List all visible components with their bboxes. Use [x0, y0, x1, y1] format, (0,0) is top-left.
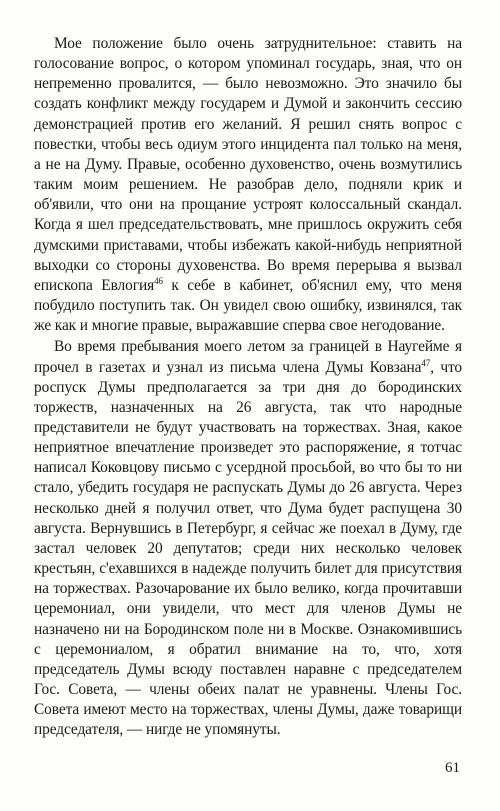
body-text: [34, 34, 462, 740]
footnote-ref-47: 47: [421, 357, 431, 368]
paragraph-2-text-1: Во время пребывания моего летом за границей в Наугейме я прочел в газетах и узнал из письма члена Думы Ковзана: [34, 338, 462, 376]
paragraph-1-text-1: Мое положение было очень затруднительное: ставить на голосование вопрос, о котором упоминал государь, зная, что он непременно провалится, — было невозможно. Это значило бы создать конфликт между государем и Думой и закончить сессию демонстрацией против его желаний. Я решил снять вопрос с повестки, чтобы весь одиум этого инцидента пал только на меня, а не на Думу. Правые, особенно духовенство, очень возмутились таким моим решением. Не разобрав дело, подняли крик и об'явили, что они на прощание устроят колоссальный скандал. Когда я шел председательствовать, мне пришлось окружить себя думскими приставами, чтобы избежать какой-нибудь неприятной выходки со стороны духовенства. Во время перерыва я вызвал епископа Евлогия: [34, 35, 462, 294]
paragraph-1-text-2: к себе в кабинет, об'яснил ему, что меня побудило поступить так. Он увидел свою ошибку, извинялся, так же как и многие правые, выражавшие сперва свое негодование.: [34, 276, 462, 335]
page-number: 61: [445, 760, 460, 776]
paragraph-2-text-2: , что роспуск Думы предполагается за три дня до бородинских торжеств, назначенных на 26 августа, так что народные представители не будут участвовать на торжествах. Зная, какое неприятное впечатление произведет это распоряжение, я тотчас написал Коковцову письмо с усердной просьбой, во что бы то ни стало, убедить государя не распускать Думы до 26 августа. Через несколько дней я получил ответ, что Дума будет распущена 30 августа. Вернувшись в Петербург, я сейчас же поехал в Думу, где застал человек 20 депутатов; среди них несколько человек крестьян, с'ехавшихся в надежде получить билет для присутствия на торжествах. Разочарование их было велико, когда прочитавши церемониал, они увидели, что мест для членов Думы не назначено ни на Бородинском поле ни в Москве. Ознакомившись с церемониалом, я обратил внимание на то, что, хотя председатель Думы всюду поставлен наравне с председателем Гос. Совета, — члены обеих палат не уравнены. Члены Гос. Совета имеют место на торжествах, члены Думы, даже товарищи председателя, — нигде не упомянуты.: [34, 358, 463, 739]
paragraph-1: [34, 34, 462, 336]
footnote-ref-46: 46: [154, 275, 163, 286]
paragraph-2: [34, 337, 462, 740]
